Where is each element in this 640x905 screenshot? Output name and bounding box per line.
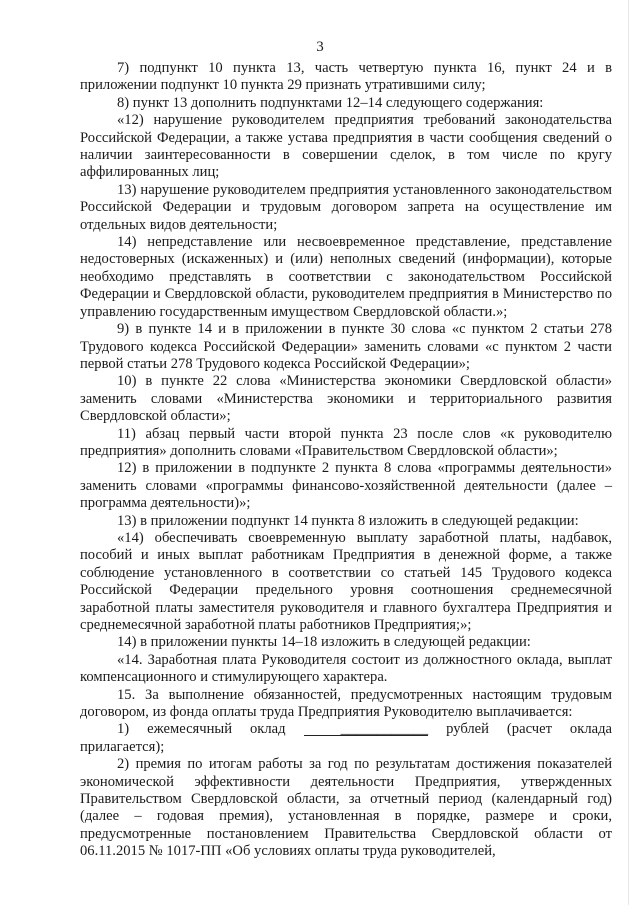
salary-line: [80, 721, 612, 756]
page-edge-shadow: [628, 0, 629, 905]
paragraph-item-13: 13) в приложении подпункт 14 пункта 8 изложить в следующей редакции:: [117, 512, 579, 529]
paragraph-item-9: 9) в пункте 14 и в приложении в пункте 30 слова «с пунктом 2 статьи 278 Трудового кодекса Российской Федерации» заменить словами «с пунктом 2 части первой статьи 278 Трудового кодекса Российской Федерации»;: [80, 321, 612, 372]
paragraph-new-subitem-14: «14) обеспечивать своевременную выплату заработной платы, надбавок, пособий и иных выплат работникам Предприятия в денежной форме, а также соблюдение установленного в соответствии со статьей 145 Трудового кодекса Российской Федерации предельного уровня соотношения среднемесячной заработной платы заместителя руководителя и главного бухгалтера Предприятия и среднемесячной заработной платы работников Предприятия;»;: [80, 529, 612, 633]
paragraph-subitem-14: 14) непредставление или несвоевременное представление, представление недостоверных (искаженных) и (или) неполных сведений (информации), которые необходимо представлять в соответствии с законодательством Российской Федерации и Свердловской области, руководителем предприятия в Министерство по управлению государственным имуществом Свердловской области.»;: [80, 234, 612, 320]
salary-line-suffix: рублей (расчет оклада прилагается);: [80, 721, 612, 755]
paragraph-item-10: 10) в пункте 22 слова «Министерства экономики Свердловской области» заменить словами «Министерства экономики и территориального развития Свердловской области»;: [80, 373, 612, 425]
paragraph-subitem-12: «12) нарушение руководителем предприятия требований законодательства Российской Федерации, а также устава предприятия в части сообщения сведений о наличии заинтересованности в совершении сделок, в том числе по кругу аффилированных лиц;: [80, 112, 612, 181]
paragraph-item-11: 11) абзац первый части второй пункта 23 после слов «к руководителю предприятия» дополнить словами «Правительством Свердловской области»;: [80, 425, 612, 459]
paragraph-item-12: 12) в приложении в подпункте 2 пункта 8 слова «программы деятельности» заменить словами «программы финансово-хозяйственной деятельности (далее – программа деятельности)»;: [80, 460, 612, 512]
page-number: 3: [316, 39, 324, 55]
paragraph-clause-14: «14. Заработная плата Руководителя состоит из должностного оклада, выплат компенсационного и стимулирующего характера.: [80, 651, 612, 686]
paragraph-item-8: 8) пункт 13 дополнить подпунктами 12–14 следующего содержания:: [117, 94, 544, 111]
paragraph-item-7: 7) подпункт 10 пункта 13, часть четвертую пункта 16, пункт 24 и в приложении подпункт 10 пункта 29 признать утратившими силу;: [80, 60, 612, 94]
paragraph-clause-15: 15. За выполнение обязанностей, предусмотренных настоящим трудовым договором, из фонда оплаты труда Предприятия Руководителю выплачивается:: [80, 686, 612, 721]
paragraph-bonus: 2) премия по итогам работы за год по результатам достижения показателей экономической эффективности деятельности Предприятия, утвержденных Правительством Свердловской области, за отчетный период (календарный год) (далее – годовая премия), установленная в порядке, размере и сроки, предусмотренные постановлением Правительства Свердловской области от 06.11.2015 № 1017-ПП «Об условиях оплаты труда руководителей,: [80, 756, 612, 860]
paragraph-subitem-13: 13) нарушение руководителем предприятия установленного законодательством Российской Федерации и трудовым договором запрета на осуществление им отдельных видов деятельности;: [80, 181, 612, 233]
paragraph-item-14: 14) в приложении пункты 14–18 изложить в следующей редакции:: [117, 634, 531, 651]
salary-line-prefix: 1) ежемесячный оклад: [117, 721, 286, 738]
document-body: [80, 60, 612, 861]
salary-amount-blank: ____________: [304, 723, 429, 736]
